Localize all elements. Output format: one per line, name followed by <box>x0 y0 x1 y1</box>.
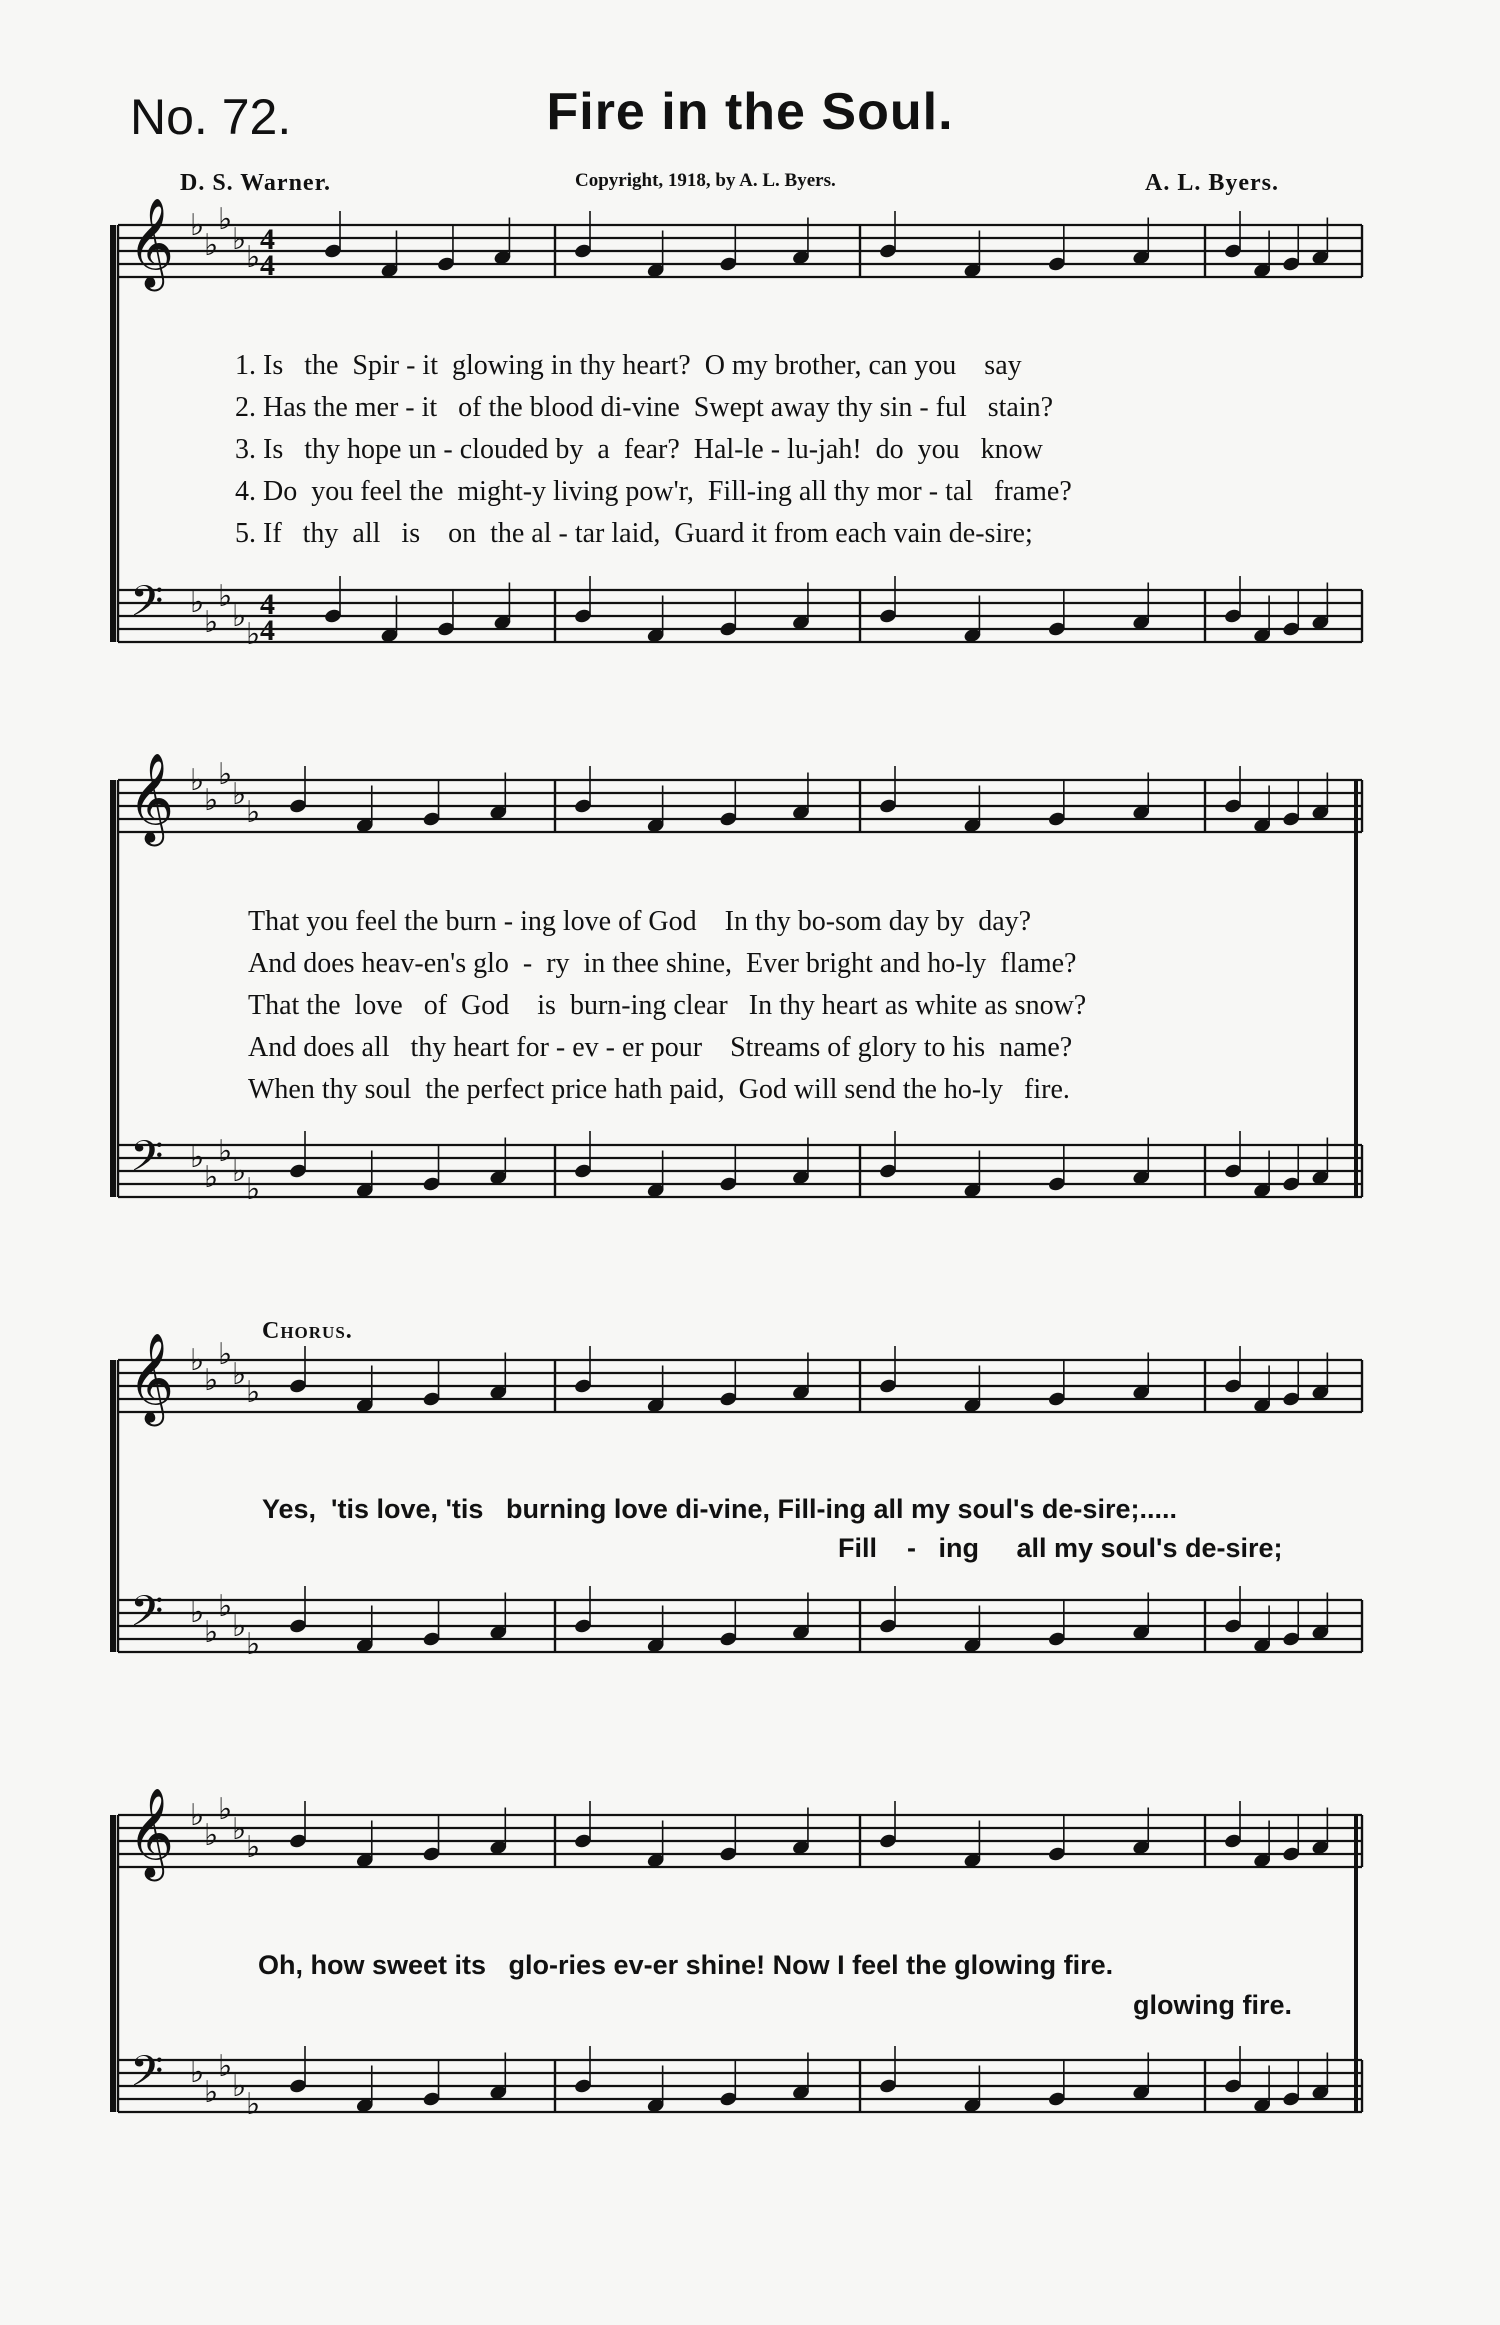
time-signature: 4 <box>260 614 275 647</box>
chorus-label: Chorus. <box>262 1318 353 1344</box>
time-signature: 4 <box>260 249 275 282</box>
verse-4-line-2: And does all thy heart for - ev - er pour Streams of glory to his name? <box>248 1032 1073 1063</box>
time-signature: 4 <box>260 223 275 256</box>
treble-clef: 𝄞 <box>128 1788 175 1878</box>
flat-sign: ♭ <box>246 1172 261 1207</box>
flat-sign: ♭ <box>246 1375 261 1410</box>
copyright-notice: Copyright, 1918, by A. L. Byers. <box>575 170 836 191</box>
treble-clef: 𝄞 <box>128 1333 175 1423</box>
bass-clef: 𝄢 <box>130 577 164 637</box>
flat-sign: ♭ <box>246 1627 261 1662</box>
system-brace <box>110 225 116 642</box>
flat-sign: ♭ <box>204 1818 219 1853</box>
verse-1-line-1: 1. Is the Spir - it glowing in thy heart? O my brother, can you say <box>235 350 1022 381</box>
chorus-line-2: Oh, how sweet its glo-ries ev-er shine! Now I feel the glowing fire. <box>258 1950 1114 1980</box>
flat-sign: ♭ <box>218 1337 233 1372</box>
flat-sign: ♭ <box>190 2055 205 2090</box>
flat-sign: ♭ <box>246 1830 261 1865</box>
flat-sign: ♭ <box>204 1160 219 1195</box>
time-signature: 4 <box>260 588 275 621</box>
flat-sign: ♭ <box>246 617 261 652</box>
flat-sign: ♭ <box>204 1615 219 1650</box>
flat-sign: ♭ <box>232 1812 247 1847</box>
treble-clef: 𝄞 <box>128 198 175 288</box>
bass-clef: 𝄢 <box>130 1587 164 1647</box>
flat-sign: ♭ <box>232 222 247 257</box>
flat-sign: ♭ <box>204 1363 219 1398</box>
flat-sign: ♭ <box>232 777 247 812</box>
chorus-line-1: Yes, 'tis love, 'tis burning love di-vine, Fill-ing all my soul's de-sire;..... <box>262 1494 1177 1524</box>
flat-sign: ♭ <box>232 1609 247 1644</box>
flat-sign: ♭ <box>218 757 233 792</box>
flat-sign: ♭ <box>218 579 233 614</box>
system-brace <box>110 780 116 1197</box>
flat-sign: ♭ <box>190 1798 205 1833</box>
verse-4-line-1: 4. Do you feel the might-y living pow'r, Fill-ing all thy mor - tal frame? <box>235 476 1072 507</box>
hymn-title: Fire in the Soul. <box>546 83 954 141</box>
flat-sign: ♭ <box>190 208 205 243</box>
flat-sign: ♭ <box>190 1343 205 1378</box>
system-brace <box>110 1360 116 1652</box>
flat-sign: ♭ <box>190 1595 205 1630</box>
flat-sign: ♭ <box>204 605 219 640</box>
flat-sign: ♭ <box>190 1140 205 1175</box>
system-brace <box>110 1815 116 2112</box>
flat-sign: ♭ <box>190 585 205 620</box>
flat-sign: ♭ <box>246 795 261 830</box>
chorus-line-2-echo: glowing fire. <box>1133 1990 1292 2020</box>
chorus-line-1-echo: Fill - ing all my soul's de-sire; <box>838 1533 1283 1563</box>
flat-sign: ♭ <box>204 228 219 263</box>
flat-sign: ♭ <box>218 2049 233 2084</box>
flat-sign: ♭ <box>190 763 205 798</box>
flat-sign: ♭ <box>232 599 247 634</box>
flat-sign: ♭ <box>204 2075 219 2110</box>
flat-sign: ♭ <box>218 1589 233 1624</box>
flat-sign: ♭ <box>218 202 233 237</box>
verse-5-line-2: When thy soul the perfect price hath paid, God will send the ho-ly fire. <box>248 1074 1070 1105</box>
composer-credit: A. L. Byers. <box>1145 170 1279 196</box>
verse-2-line-2: And does heav-en's glo - ry in thee shine, Ever bright and ho-ly flame? <box>248 948 1077 979</box>
flat-sign: ♭ <box>218 1792 233 1827</box>
flat-sign: ♭ <box>246 240 261 275</box>
hymn-number: No. 72. <box>130 89 292 145</box>
flat-sign: ♭ <box>232 1357 247 1392</box>
lyricist-credit: D. S. Warner. <box>180 170 332 196</box>
flat-sign: ♭ <box>246 2087 261 2122</box>
flat-sign: ♭ <box>204 783 219 818</box>
flat-sign: ♭ <box>232 2069 247 2104</box>
treble-clef: 𝄞 <box>128 753 175 843</box>
flat-sign: ♭ <box>232 1154 247 1189</box>
bass-clef: 𝄢 <box>130 2047 164 2107</box>
flat-sign: ♭ <box>218 1134 233 1169</box>
bass-clef: 𝄢 <box>130 1132 164 1192</box>
verse-2-line-1: 2. Has the mer - it of the blood di-vine Swept away thy sin - ful stain? <box>235 392 1054 423</box>
verse-3-line-1: 3. Is thy hope un - clouded by a fear? Hal-le - lu-jah! do you know <box>235 434 1043 465</box>
verse-5-line-1: 5. If thy all is on the al - tar laid, Guard it from each vain de-sire; <box>235 518 1033 549</box>
verse-1-line-2: That you feel the burn - ing love of God In thy bo-som day by day? <box>248 906 1032 937</box>
verse-3-line-2: That the love of God is burn-ing clear In thy heart as white as snow? <box>248 990 1087 1021</box>
